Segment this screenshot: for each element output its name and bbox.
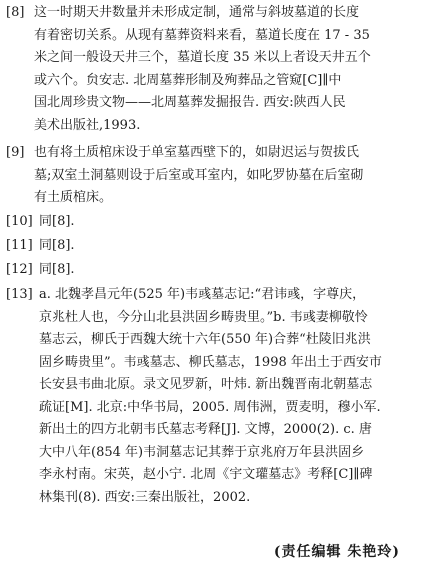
footnote-line: 同[8].	[39, 214, 75, 229]
footnote-line: 有土质棺床。	[34, 190, 113, 205]
footnote-line: 这一时期天井数量并未形成定制，通常与斜坡墓道的长度	[34, 5, 360, 20]
footnote-line: 林集刊(8). 西安:三秦出版社，2002.	[39, 489, 251, 505]
footnote-line: 同[8].	[39, 238, 75, 253]
footnote-line: 有着密切关系。从现有墓葬资料来看，墓道长度在 17 - 35	[34, 27, 370, 43]
footnote-number: [10]	[6, 214, 33, 229]
footnote-text	[34, 142, 414, 210]
editor-credit: (责任编辑 朱艳玲)	[273, 544, 400, 560]
footnote-line: 米之间一般设天井三个，墓道长度 35 米以上者设天井五个	[34, 50, 371, 65]
footnote-line: 大中八年(854 年)韦洞墓志记其葬于京兆府万年县洪固乡	[39, 444, 365, 460]
footnote-line: 同[8].	[39, 262, 75, 277]
footnote-line: 京兆杜人也，今分山北县洪固乡畴贵里。”b. 韦彧妻柳敬怜	[39, 309, 368, 325]
footnote-line: 新出土的四方北朝韦氏墓志考释[J]. 文博，2000(2). c. 唐	[39, 422, 372, 437]
footnote-line: 美术出版社,1993.	[34, 117, 141, 133]
footnote-number: [11]	[6, 238, 33, 253]
footnote-line: 长安县韦曲北原。录文见罗新，叶炜. 新出魏晋南北朝墓志	[39, 377, 373, 392]
footnote-line: 墓志云，柳氏于西魏大统十六年(550 年)合葬“杜陵旧兆洪	[39, 332, 371, 347]
footnote-text	[34, 2, 414, 137]
footnote-text	[39, 259, 419, 282]
footnote-line: 李永村南。宋英，赵小宁. 北周《宇文瓘墓志》考释[C]∥碑	[39, 467, 373, 482]
footnote-number: [12]	[6, 262, 33, 277]
footnote-line: 也有将土质棺床设于单室墓西壁下的，如尉迟运与贺拔氏	[34, 145, 360, 160]
footnote-number: [9]	[6, 145, 25, 160]
footnote-line: 国北周珍贵文物——北周墓葬发掘报告. 西安:陕西人民	[34, 95, 346, 110]
footnote-text	[39, 235, 419, 258]
footnote-line: 疏证[M]. 北京:中华书局，2005. 周伟洲，贾麦明，穆小军.	[39, 399, 381, 415]
footnote-line: 固乡畴贵里”。韦彧墓志、柳氏墓志，1998 年出土于西安市	[39, 354, 382, 370]
footnote-line: 墓;双室土洞墓则设于后室或耳室内，如叱罗协墓在后室砌	[34, 167, 364, 183]
footnote-text	[39, 211, 419, 234]
footnote-number: [8]	[6, 5, 25, 20]
footnote-line: a. 北魏孝昌元年(525 年)韦彧墓志记:“君讳彧，字尊庆，	[39, 287, 366, 302]
footnote-line: 或六个。贠安志. 北周墓葬形制及殉葬品之管窥[C]∥中	[34, 72, 342, 88]
footnote-text	[39, 284, 414, 509]
footnote-number: [13]	[6, 287, 33, 302]
